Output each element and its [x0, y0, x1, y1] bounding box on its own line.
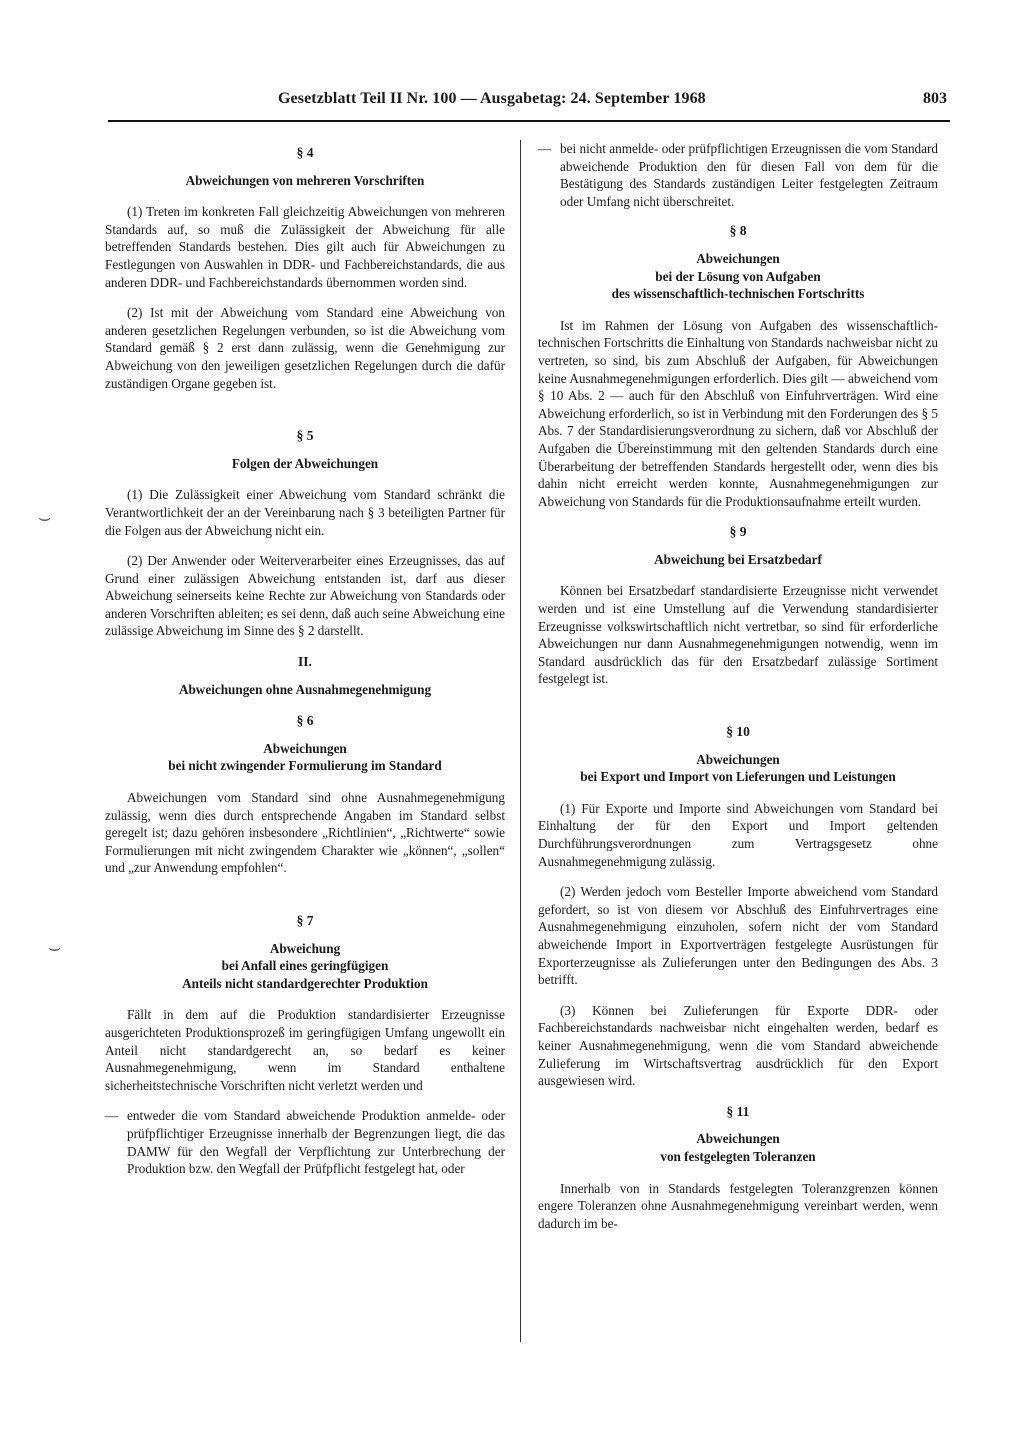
section-6-title-line-1: Abweichungen — [263, 740, 347, 756]
page-header — [100, 80, 950, 124]
part-2-number: II. — [298, 654, 312, 670]
dash-bullet: — — [538, 141, 552, 156]
section-11-title — [538, 1130, 938, 1165]
section-7-item-2: bei nicht anmelde- oder prüfpflichtigen Erzeugnissen die vom Standard abweichende Produktion den für diesen Fall von dem für die Bestätigung des Standards zuständigen Leiter festgelegten Zeitraum oder Umfang nicht überschreitet. — [560, 141, 938, 209]
section-7-item-1: entweder die vom Standard abweichende Produktion anmelde- oder prüfpflichtiger Erzeugnisse innerhalb der Begrenzungen liegt, die das DAMW für den Wegfall der Verpflichtung zur Unterbrechung der Produktion bzw. den Wegfall der Prüfpflicht festgelegt hat, oder — [127, 1108, 505, 1177]
section-10-paragraph-2: (2) Werden jedoch vom Besteller Importe abweichend vom Standard gefordert, so ist von diesem vor Abschluß des Einfuhrvertrages eine Ausnahmegenehmigung einzuholen, sofern nicht der vom Standard abweichende Import in Exportverträgen festgelegte Ausrüstungen für Exporterzeugnisse als Zulieferungen unter den Bedingungen des Abs. 3 betrifft. — [538, 884, 938, 988]
section-6-title-line-2: bei nicht zwingender Formulierung im Standard — [168, 758, 442, 774]
section-4-title: Abweichungen von mehreren Vorschriften — [185, 172, 425, 188]
section-9-title: Abweichung bei Ersatzbedarf — [654, 551, 822, 567]
section-11-title-line-2: von festgelegten Toleranzen — [660, 1148, 816, 1164]
section-8-title-line-2: bei der Lösung von Aufgaben — [655, 268, 821, 284]
margin-mark-icon: ⌣ — [48, 935, 62, 959]
section-7-title — [105, 940, 505, 993]
section-5-paragraph-1: (1) Die Zulässigkeit einer Abweichung vom Standard schränkt die Verantwortlichkeit der an der Vereinbarung nach § 3 beteiligten Partner für die Folgen aus der Abweichung nicht ein. — [105, 487, 505, 538]
section-8-title — [538, 250, 938, 303]
section-8-paragraph-1: Ist im Rahmen der Lösung von Aufgaben des wissenschaftlich-technischen Fortschritts die Einhaltung von Standards nachweisbar nicht zu vertreten, so sind, bis zum Abschluß der Aufgaben, für Abweichungen keine Ausnahmegenehmigungen erforderlich. Dies gilt — abweichend vom § 10 Abs. 2 — auch für den Abschluß von Einfuhrverträgen. Wird eine Abweichung erforderlich, so ist in Verbindung mit den Forderungen des § 5 Abs. 7 der Standardisierungsverordnung zu sichern, daß vor Abschluß der Aufgaben die Übereinstimmung mit den geltenden Standards durch eine Überarbeitung der betreffenden Standards hergestellt oder, wenn dies bis dahin nicht erreicht werden konnte, Ausnahmegenehmigungen zur Abweichung von Standards für die Produktionsaufnahme erteilt wurden. — [538, 317, 938, 509]
section-7-paragraph-1: Fällt in dem auf die Produktion standardisierter Erzeugnisse ausgerichteten Produktionsprozeß im geringfügigen Umfang ungewollt ein Anteil nicht standardgerecht an, so bedarf es keiner Ausnahmegenehmigung, wenn im Standard enthaltene sicherheitstechnische Vorschriften nicht verletzt werden und — [105, 1007, 505, 1093]
section-4-paragraph-2: (2) Ist mit der Abweichung vom Standard eine Abweichung von anderen gesetzlichen Regelungen verbunden, so ist die Abweichung vom Standard gemäß § 2 erst dann zulässig, wenn die Genehmigung zur Abweichung von den jeweiligen gesetzlichen Regelungen durch die dafür zuständigen Organe gegeben ist. — [105, 305, 505, 391]
section-9-paragraph-1: Können bei Ersatzbedarf standardisierte Erzeugnisse nicht verwendet werden und ist eine Umstellung auf die Verwendung standardisierter Erzeugnisse volkswirtschaftlich nicht vertretbar, so sind für erforderliche Abweichungen nur dann Ausnahmegenehmigungen notwendig, wenn im Standard ausdrücklich das für den Ersatzbedarf zulässige Sortiment festgelegt ist. — [538, 583, 938, 687]
section-7-title-line-2: bei Anfall eines geringfügigen — [221, 958, 389, 974]
section-8-number: § 8 — [729, 223, 747, 239]
section-6-title — [105, 740, 505, 775]
section-11-title-line-1: Abweichungen — [696, 1131, 780, 1147]
page-number: 803 — [923, 90, 947, 107]
dash-bullet: — — [105, 1108, 119, 1124]
section-8-title-line-3: des wissenschaftlich-technischen Fortschritts — [611, 286, 865, 302]
right-column — [538, 140, 938, 1245]
section-5-paragraph-2: (2) Der Anwender oder Weiterverarbeiter eines Erzeugnisses, das auf Grund einer zulässigen Abweichung entstanden ist, darf aus dieser Abweichung seinerseits keine Rechte zur Abweichung von Standards oder anderen Vorschriften ableiten; es sei denn, daß auch seine Abweichung eine zulässige Abweichung im Sinne des § 2 darstellt. — [105, 553, 505, 639]
part-2-title: Abweichungen ohne Ausnahmegenehmigung — [178, 681, 432, 697]
section-11-number: § 11 — [726, 1103, 750, 1119]
section-7-title-line-1: Abweichung — [269, 940, 341, 956]
gazette-title: Gesetzblatt Teil II Nr. 100 — Ausgabetag: 24. September 1968 — [278, 90, 706, 107]
section-4-paragraph-1: (1) Treten im konkreten Fall gleichzeitig Abweichungen von mehreren Standards auf, so muß die Zulässigkeit der Abweichung für alle betreffenden Standards bestehen. Dies gilt auch für Abweichungen zu Festlegungen von Auswahlen in DDR- und Fachbereichstandards, die aus anderen DDR- und Fachbereichstandards übernommen worden sind. — [105, 204, 505, 290]
left-column — [105, 140, 505, 1190]
section-10-title — [538, 751, 938, 786]
margin-mark-icon: ⌣ — [38, 505, 52, 529]
section-8-title-line-1: Abweichungen — [696, 250, 780, 266]
section-4-number: § 4 — [296, 145, 314, 160]
section-7-number: § 7 — [296, 913, 314, 928]
list-item — [105, 1107, 505, 1177]
section-6-paragraph-1: Abweichungen vom Standard sind ohne Ausnahmegenehmigung zulässig, wenn dies durch entsprechende Angaben im Standard selbst geregelt ist; dazu gehören insbesondere „Richtlinien“, „Richtwerte“ sowie Formulierungen mit nicht zwingendem Charakter wie „können“, „sollen“ und „zur Anwendung empfohlen“. — [105, 790, 505, 876]
section-11-paragraph-1: Innerhalb von in Standards festgelegten Toleranzgrenzen können engere Toleranzen ohne Ausnahmegenehmigung vereinbart werden, wenn dadurch im be- — [538, 1180, 938, 1231]
header-rule — [108, 120, 950, 122]
section-10-paragraph-3: (3) Können bei Zulieferungen für Exporte DDR- oder Fachbereichstandards nachweisbar nicht eingehalten werden, bedarf es keiner Ausnahmegenehmigung, wenn die vom Standard abweichende Zulieferung im Wirtschaftsvertrag ausdrücklich für den Export ausgewiesen wird. — [538, 1002, 938, 1089]
section-10-title-line-1: Abweichungen — [696, 751, 780, 767]
section-10-paragraph-1: (1) Für Exporte und Importe sind Abweichungen vom Standard bei Einhaltung der für den Export und Import geltenden Durchführungsverordnungen zum Vertragsgesetz ohne Ausnahmegenehmigung zulässig. — [538, 800, 938, 869]
section-6-number: § 6 — [296, 713, 314, 729]
list-item — [538, 140, 938, 210]
section-10-number: § 10 — [726, 724, 750, 740]
section-10-title-line-2: bei Export und Import von Lieferungen und Leistungen — [580, 769, 896, 785]
section-7-title-line-3: Anteils nicht standardgerechter Produktion — [182, 975, 428, 991]
section-5-title: Folgen der Abweichungen — [231, 455, 379, 471]
section-5-number: § 5 — [296, 428, 314, 444]
section-9-number: § 9 — [729, 524, 747, 540]
column-divider — [520, 140, 521, 1342]
